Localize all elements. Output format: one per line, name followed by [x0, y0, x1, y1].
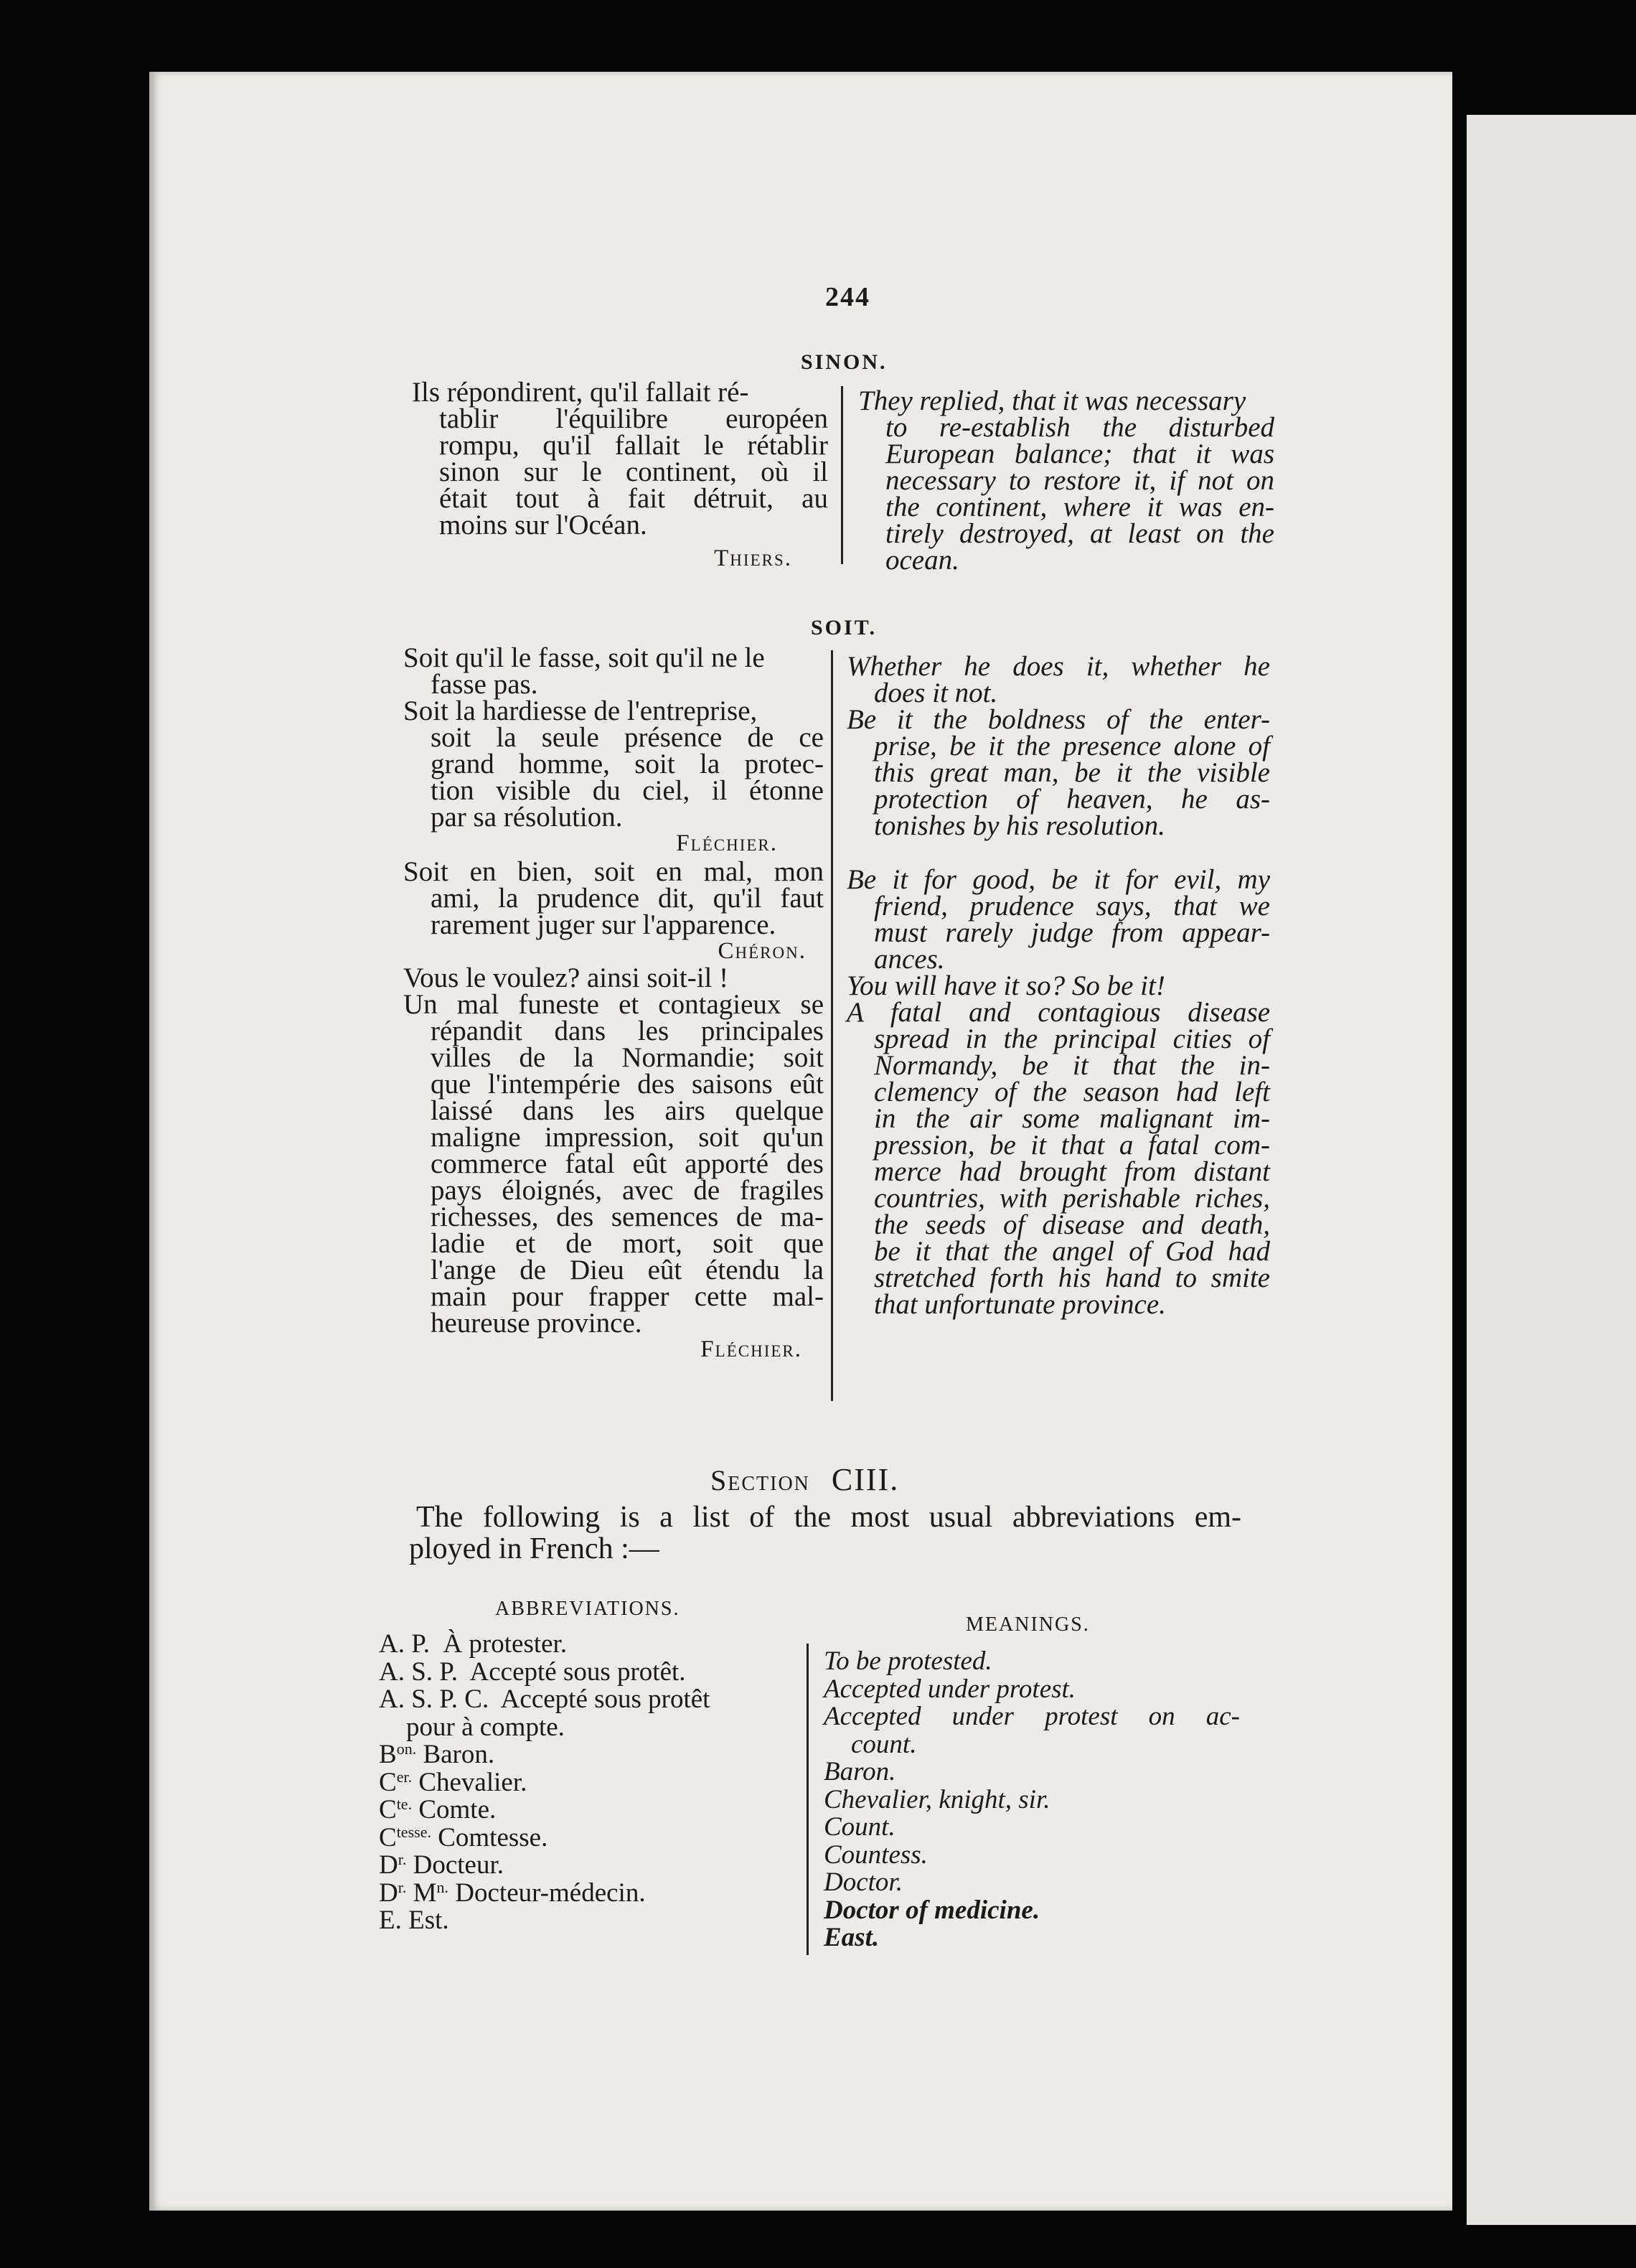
text-line: moins sur l'Océan.: [439, 510, 647, 540]
text-line: You will have it so? So be it!: [847, 970, 1165, 1001]
list-item: Chevalier, knight, sir.: [824, 1784, 1050, 1814]
section-label: Section: [710, 1464, 810, 1496]
meaning-list: [824, 1648, 1240, 1952]
list-item: East.: [824, 1923, 880, 1952]
text-line: ployed in French :—: [409, 1532, 659, 1565]
list-item: Accepted under protest on ac-: [824, 1702, 1240, 1731]
heading-soit: SOIT.: [811, 616, 877, 639]
text-line: villes de la Normandie; soit: [431, 1042, 824, 1073]
text-line: Be it for good, be it for evil, my: [847, 864, 1270, 895]
sinon-english: [858, 385, 1274, 576]
page-number: 244: [825, 282, 870, 312]
text-line: Be it the boldness of the enter-: [847, 704, 1270, 735]
text-line: tion visible du ciel, il étonne: [431, 775, 824, 806]
text-line: Soit la hardiesse de l'entreprise,: [403, 695, 758, 726]
text-line: Normandy, be it that the in-: [874, 1050, 1270, 1081]
list-item: Countess.: [824, 1840, 928, 1870]
list-item: A. S. P. Accepté sous protêt.: [379, 1657, 686, 1687]
text-line: the continent, where it was en-: [885, 492, 1274, 523]
soit-english: [847, 653, 1270, 1318]
list-item: A. P. À protester.: [379, 1629, 568, 1659]
text-line: ladie et de mort, soit que: [431, 1228, 824, 1259]
text-line: tirely destroyed, at least on the: [885, 518, 1274, 549]
list-item: Accepted under protest.: [824, 1674, 1076, 1704]
text-line: clemency of the season had left: [874, 1077, 1270, 1107]
text-line: does it not.: [874, 678, 998, 708]
section-intro: [409, 1501, 1241, 1565]
text-line: soit la seule présence de ce: [431, 722, 824, 753]
section-number: CIII.: [831, 1462, 900, 1497]
text-line: to re-establish the disturbed: [885, 412, 1274, 443]
text-line: ocean.: [885, 545, 959, 576]
text-line: Soit en bien, soit en mal, mon: [403, 856, 824, 887]
text-line: tonishes by his resolution.: [874, 810, 1165, 841]
list-item: A. S. P. C. Accepté sous protêt: [379, 1684, 710, 1714]
text-line: protection of heaven, he as-: [874, 784, 1270, 815]
text-line: fasse pas.: [431, 669, 538, 700]
section-title: [710, 1461, 899, 1498]
list-item: Baron.: [824, 1757, 896, 1786]
text-line: pression, be it that a fatal com-: [874, 1130, 1270, 1161]
text-line: must rarely judge from appear-: [874, 917, 1270, 948]
soit-french: [403, 642, 824, 1363]
text-line: main pour frapper cette mal-: [431, 1281, 824, 1312]
text-line: The following is a list of the most usual abbreviations em-: [416, 1501, 1241, 1534]
text-line: ances.: [874, 944, 945, 975]
heading-sinon: SINON.: [801, 350, 888, 374]
adjacent-page: [1467, 115, 1636, 2225]
list-item: $C^{te.}$ Comte.: [379, 1795, 497, 1824]
list-item: $D^{r.}$ $M^{n.}$ Docteur-médecin.: [379, 1878, 646, 1908]
text-line: Soit qu'il le fasse, soit qu'il ne le: [403, 642, 765, 673]
text-line: countries, with perishable riches,: [874, 1183, 1270, 1214]
text-line: necessary to restore it, if not on: [885, 465, 1274, 496]
list-item: $C^{er.}$ Chevalier.: [379, 1767, 527, 1797]
list-item: To be protested.: [824, 1646, 992, 1676]
column-divider: [831, 650, 833, 1401]
text-line: the seeds of disease and death,: [874, 1209, 1270, 1240]
text-line: be it that the angel of God had: [874, 1236, 1270, 1267]
author-attribution: Fléchier.: [700, 1336, 802, 1362]
text-line: Ils répondirent, qu'il fallait ré-: [412, 377, 749, 408]
text-line: this great man, be it the visible: [874, 757, 1270, 788]
text-line: sinon sur le continent, où il: [439, 456, 828, 487]
list-item: Doctor of medicine.: [824, 1895, 1040, 1925]
text-line: merce had brought from distant: [874, 1156, 1270, 1187]
text-line: Un mal funeste et contagieux se: [403, 989, 824, 1020]
abbreviation-list: [379, 1631, 809, 1935]
list-item-continuation: count.: [851, 1729, 917, 1759]
text-line: était tout à fait détruit, au: [439, 483, 828, 514]
list-item: E. Est.: [379, 1906, 449, 1935]
text-line: spread in the principal cities of: [874, 1023, 1270, 1054]
list-item: $C^{tesse.}$ Comtesse.: [379, 1822, 548, 1852]
text-line: Whether he does it, whether he: [847, 651, 1270, 682]
author-attribution: Chéron.: [718, 938, 807, 964]
text-line: that unfortunate province.: [874, 1289, 1166, 1320]
text-line: l'ange de Dieu eût étendu la: [431, 1255, 824, 1285]
column-divider: [807, 1644, 809, 1955]
list-item: $B^{on.}$ Baron.: [379, 1740, 495, 1769]
text-line: par sa résolution.: [431, 802, 623, 833]
text-line: in the air some malignant im-: [874, 1103, 1270, 1134]
text-line: prise, be it the presence alone of: [874, 731, 1270, 762]
list-item: Count.: [824, 1812, 895, 1842]
text-line: European balance; that it was: [885, 439, 1274, 469]
text-line: tablir l'équilibre européen: [439, 403, 828, 434]
author-attribution: Fléchier.: [676, 830, 778, 856]
text-line: commerce fatal eût apporté des: [431, 1148, 824, 1179]
text-line: richesses, des semences de ma-: [431, 1201, 824, 1232]
text-line: Vous le voulez? ainsi soit-il !: [403, 962, 729, 993]
text-line: laissé dans les airs quelque: [431, 1095, 824, 1126]
text-line: maligne impression, soit qu'un: [431, 1122, 824, 1153]
text-line: ami, la prudence dit, qu'il faut: [431, 883, 824, 914]
text-line: rompu, qu'il fallait le rétablir: [439, 430, 828, 461]
text-line: répandit dans les principales: [431, 1016, 824, 1046]
sinon-french: [412, 379, 828, 572]
text-line: A fatal and contagious disease: [847, 997, 1270, 1028]
text-line: rarement juger sur l'apparence.: [431, 909, 776, 940]
text-line: que l'intempérie des saisons eût: [431, 1069, 824, 1100]
abbreviations-heading: ABBREVIATIONS.: [495, 1598, 680, 1620]
meanings-heading: MEANINGS.: [966, 1613, 1090, 1636]
list-item-continuation: pour à compte.: [406, 1712, 565, 1742]
column-divider: [841, 386, 843, 564]
list-item: $D^{r.}$ Docteur.: [379, 1850, 504, 1880]
list-item: Doctor.: [824, 1868, 903, 1897]
text-line: friend, prudence says, that we: [874, 891, 1270, 922]
author-attribution: Thiers.: [714, 545, 792, 571]
text-line: heureuse province.: [431, 1308, 642, 1339]
text-line: grand homme, soit la protec-: [431, 749, 824, 779]
text-line: They replied, that it was necessary: [858, 385, 1246, 416]
text-line: stretched forth his hand to smite: [874, 1262, 1270, 1293]
text-line: pays éloignés, avec de fragiles: [431, 1175, 824, 1206]
